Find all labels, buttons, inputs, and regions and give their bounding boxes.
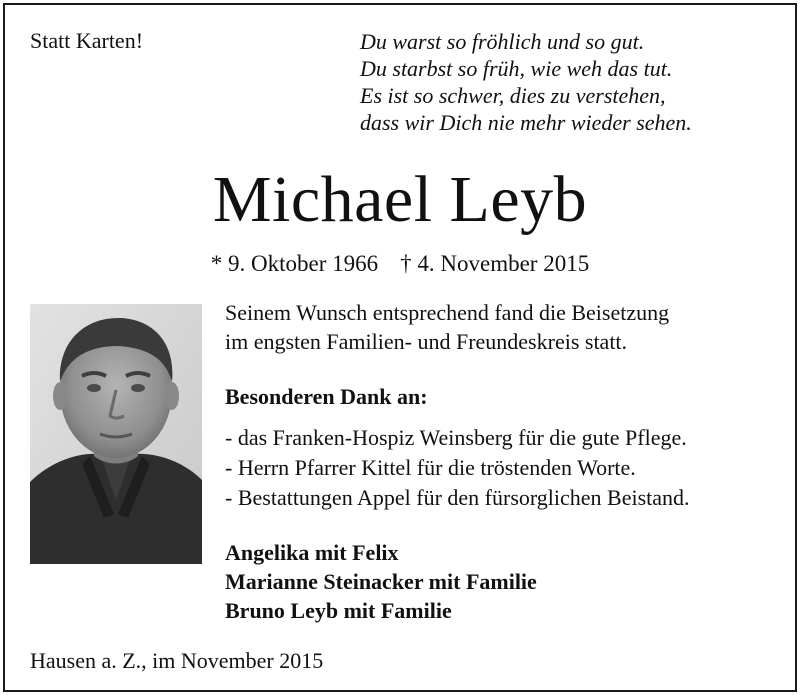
thanks-item: - Bestattungen Appel für den fürsorglichen Beistand. <box>225 485 690 510</box>
portrait-photo <box>30 304 202 564</box>
family-member: Marianne Steinacker mit Familie <box>225 569 537 594</box>
family-member: Bruno Leyb mit Familie <box>225 598 452 623</box>
thanks-item: - Herrn Pfarrer Kittel für die tröstenden Worte. <box>225 455 636 480</box>
poem-line: dass wir Dich nie mehr wieder sehen. <box>360 110 692 135</box>
life-dates <box>0 250 800 278</box>
burial-message <box>225 298 669 356</box>
thanks-item: - das Franken-Hospiz Weinsberg für die gute Pflege. <box>225 425 687 450</box>
thanks-list <box>225 423 690 513</box>
birth-date: * 9. Oktober 1966 <box>210 251 379 276</box>
poem-line: Es ist so schwer, dies zu verstehen, <box>360 83 666 108</box>
poem-line: Du warst so fröhlich und so gut. <box>360 29 645 54</box>
statt-karten-label: Statt Karten! <box>30 28 144 53</box>
message-line: Seinem Wunsch entsprechend fand die Beisetzung <box>225 300 670 325</box>
place-and-date: Hausen a. Z., im November 2015 <box>30 648 324 673</box>
family-member: Angelika mit Felix <box>225 540 399 565</box>
thanks-heading: Besonderen Dank an: <box>225 384 428 409</box>
deceased-name: Michael Leyb <box>212 163 588 236</box>
family-signatures <box>225 538 537 625</box>
poem <box>360 28 692 136</box>
message-line: im engsten Familien- und Freundeskreis statt. <box>225 329 628 354</box>
poem-line: Du starbst so früh, wie weh das tut. <box>360 56 673 81</box>
death-date: † 4. November 2015 <box>400 251 590 276</box>
